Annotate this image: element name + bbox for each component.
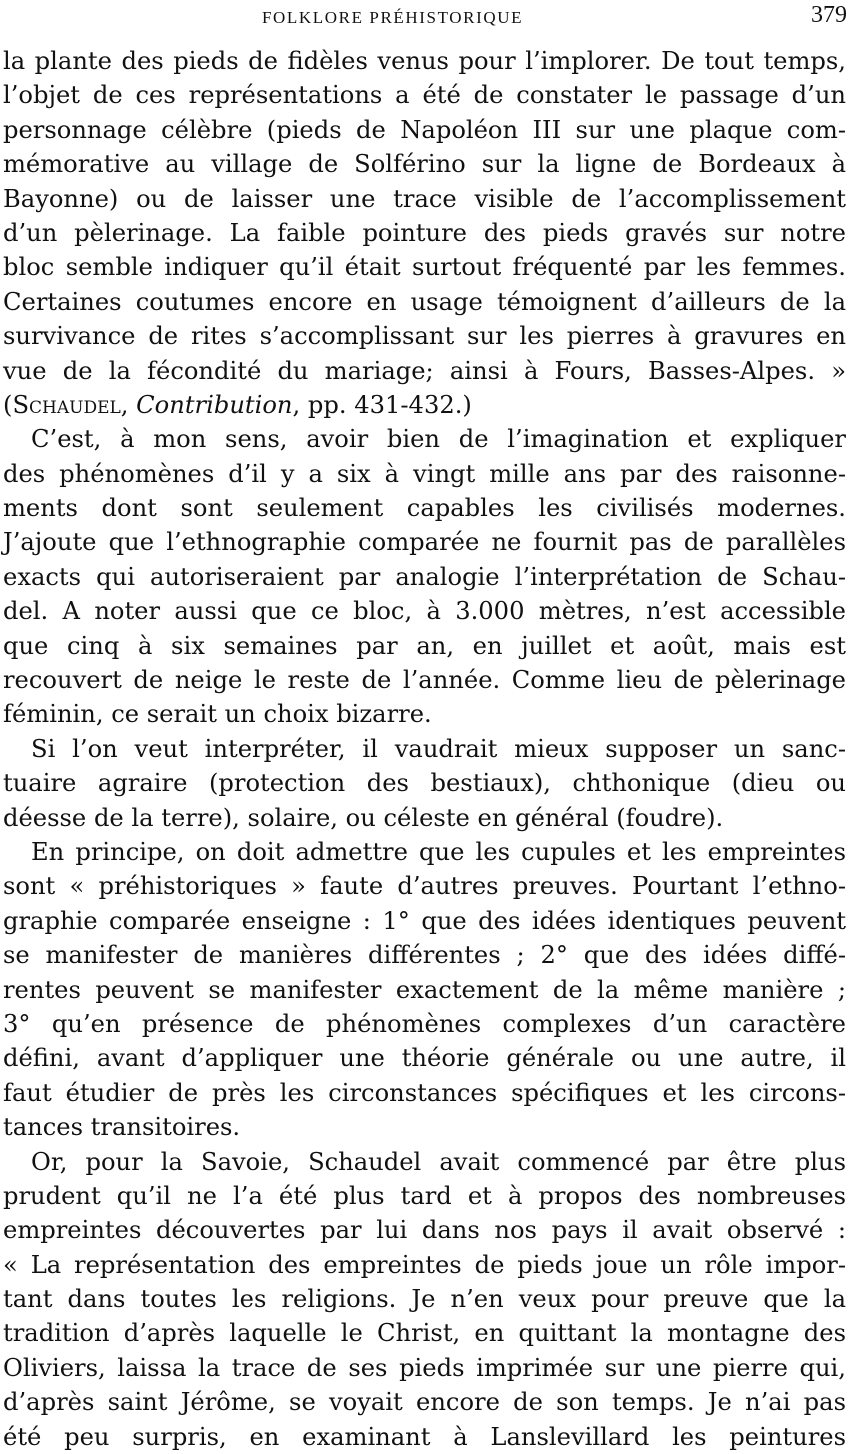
text-line: mémorative au village de Solférino sur la ligne de Bordeaux à	[3, 150, 846, 179]
text-line: d’un pèlerinage. La faible pointure des pieds gravés sur notre	[3, 218, 846, 247]
text-line: Certaines coutumes encore en usage témoignent d’ailleurs de la	[3, 287, 846, 316]
text-line: tant dans toutes les religions. Je n’en veux pour preuve que la	[3, 1285, 846, 1314]
citation-line: (Schaudel, Contribution, pp. 431-432.)	[3, 390, 472, 419]
text-line: personnage célèbre (pieds de Napoléon III sur une plaque com-	[3, 115, 846, 144]
paragraph-first-line: Si l’on veut interpréter, il vaudrait mieux supposer un sanc-	[31, 734, 846, 763]
paragraph-first-line: C’est, à mon sens, avoir bien de l’imagination et expliquer	[31, 425, 846, 454]
text-line: Oliviers, laissa la trace de ses pieds imprimée sur une pierre qui,	[3, 1353, 846, 1382]
running-title: FOLKLORE PRÉHISTORIQUE	[262, 8, 524, 27]
text-line: recouvert de neige le reste de l’année. Comme lieu de pèlerinage	[3, 666, 846, 695]
text-line: que cinq à six semaines par an, en juillet et août, mais est	[3, 631, 846, 660]
text-line: « La représentation des empreintes de pieds joue un rôle impor-	[3, 1250, 846, 1279]
text-line: ments dont sont seulement capables les civilisés modernes.	[3, 494, 846, 523]
text-line: tradition d’après laquelle le Christ, en quittant la montagne des	[3, 1319, 846, 1348]
citation-title: Contribution	[136, 390, 293, 419]
text-line: d’après saint Jérôme, se voyait encore de son temps. Je n’ai pas	[3, 1388, 846, 1417]
text-line: tances transitoires.	[3, 1113, 241, 1142]
text-line: l’objet de ces représentations a été de constater le passage d’un	[3, 81, 846, 110]
text-line: faut étudier de près les circonstances spécifiques et les circons-	[3, 1078, 846, 1107]
text-line: del. A noter aussi que ce bloc, à 3.000 mètres, n’est accessible	[3, 597, 846, 626]
text-line: bloc semble indiquer qu’il était surtout fréquenté par les femmes.	[3, 253, 846, 282]
text-line: tuaire agraire (protection des bestiaux), chthonique (dieu ou	[3, 769, 846, 798]
page-number: 379	[811, 2, 847, 28]
text-line: Bayonne) ou de laisser une trace visible de l’accomplissement	[3, 184, 846, 213]
paragraph-first-line: En principe, on doit admettre que les cupules et les empreintes	[31, 837, 846, 866]
text-line: vue de la fécondité du mariage; ainsi à Fours, Basses-Alpes. »	[3, 356, 846, 385]
body-text	[3, 44, 846, 1454]
citation-author: Schaudel	[12, 390, 121, 419]
text-line: sont « préhistoriques » faute d’autres preuves. Pourtant l’ethno-	[3, 872, 846, 901]
text-line: 3° qu’en présence de phénomènes complexes d’un caractère	[3, 1009, 846, 1038]
text-line: graphie comparée enseigne : 1° que des idées identiques peuvent	[3, 906, 846, 935]
text-line: déesse de la terre), solaire, ou céleste en général (foudre).	[3, 803, 724, 832]
text-line: exacts qui autoriseraient par analogie l’interprétation de Schau-	[3, 562, 846, 591]
text-line: prudent qu’il ne l’a été plus tard et à propos des nombreuses	[3, 1181, 846, 1210]
text-line: survivance de rites s’accomplissant sur les pierres à gravures en	[3, 322, 846, 351]
text-line: été peu surpris, en examinant à Lanslevillard les peintures	[3, 1422, 846, 1451]
text-line: défini, avant d’appliquer une théorie générale ou une autre, il	[3, 1044, 846, 1073]
citation-separator: ,	[120, 390, 137, 419]
text-line: J’ajoute que l’ethnographie comparée ne fournit pas de parallèles	[3, 528, 846, 557]
text-line: se manifester de manières différentes ; 2° que des idées diffé-	[3, 941, 846, 970]
text-line: la plante des pieds de fidèles venus pour l’implorer. De tout temps,	[3, 47, 846, 75]
text-line: des phénomènes d’il y a six à vingt mille ans par des raisonne-	[3, 459, 846, 488]
paragraph-first-line: Or, pour la Savoie, Schaudel avait commencé par être plus	[31, 1147, 846, 1176]
text-line: rentes peuvent se manifester exactement de la même manière ;	[3, 975, 846, 1004]
text-line: empreintes découvertes par lui dans nos pays il avait observé :	[3, 1216, 846, 1245]
text-line: féminin, ce serait un choix bizarre.	[3, 700, 432, 729]
citation-pages: , pp. 431-432.)	[292, 390, 472, 419]
page-header	[0, 2, 849, 32]
